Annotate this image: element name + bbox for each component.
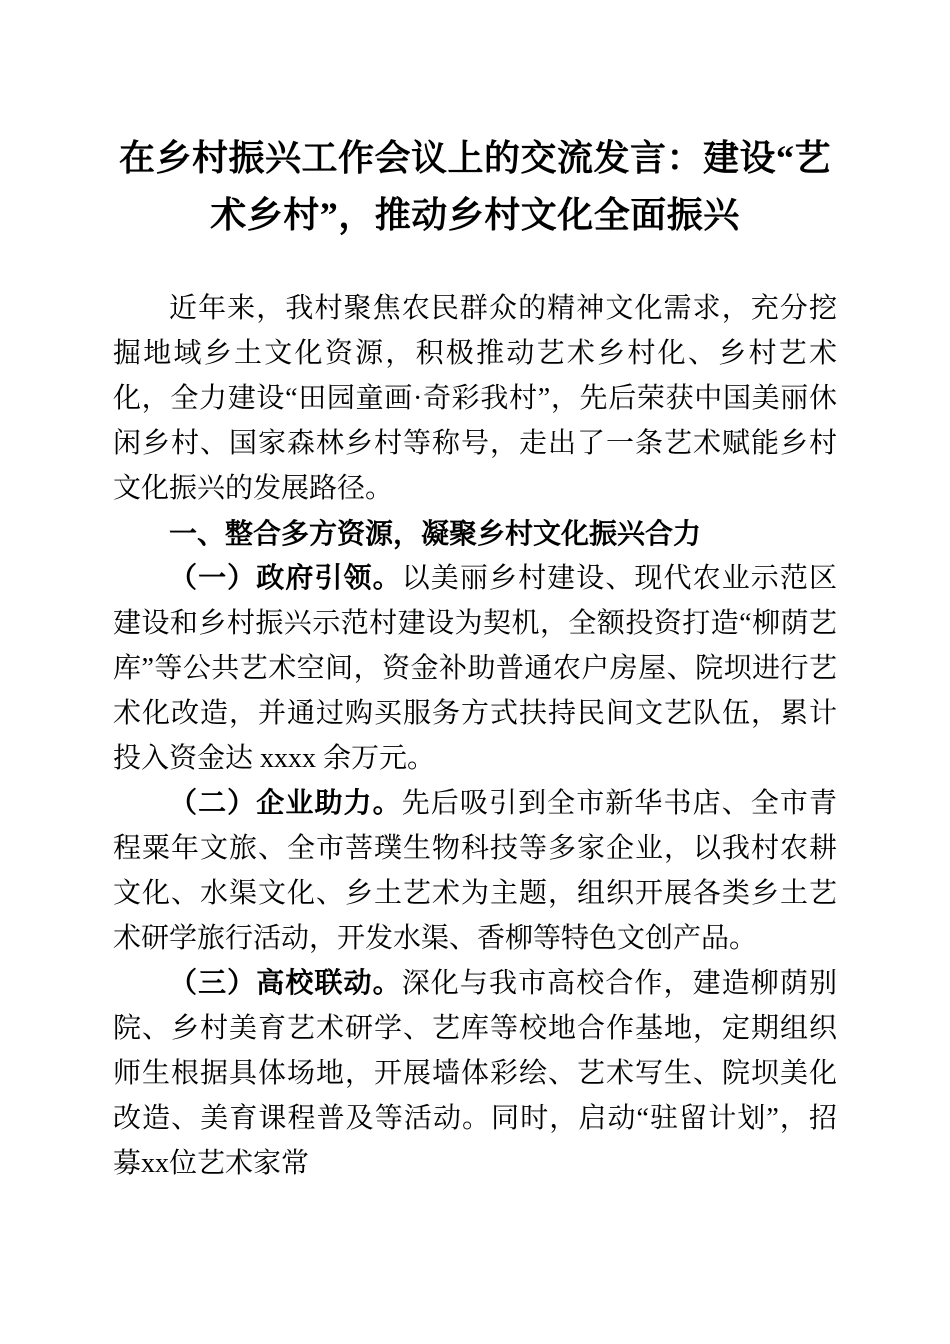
paragraph-enterprise-text: 先后吸引到全市新华书店、全市青程粟年文旅、全市菩璞生物科技等多家企业，以我村农耕文化、水渠文化、乡土艺术为主题，组织开展各类乡土艺术研学旅行活动，开发水渠、香柳等特色文创产品。 [113, 788, 837, 954]
intro-paragraph: 近年来，我村聚焦农民群众的精神文化需求，充分挖掘地域乡土文化资源，积极推动艺术乡村化、乡村艺术化，全力建设“田园童画·奇彩我村”，先后荣获中国美丽休闲乡村、国家森林乡村等称号，走出了一条艺术赋能乡村文化振兴的发展路径。 [113, 293, 837, 504]
paragraph-university-lead: （三）高校联动。 [169, 968, 402, 999]
paragraph-government-lead: （一）政府引领。 [169, 563, 402, 594]
section-heading: 一、整合多方资源，凝聚乡村文化振兴合力 [169, 518, 702, 549]
paragraph-enterprise [113, 781, 837, 961]
paragraph-government-text: 以美丽乡村建设、现代农业示范区建设和乡村振兴示范村建设为契机，全额投资打造“柳荫艺库”等公共艺术空间，资金补助普通农户房屋、院坝进行艺术化改造，并通过购买服务方式扶持民间文艺队伍，累计投入资金达 xxxx 余万元。 [113, 563, 837, 774]
document-title: 在乡村振兴工作会议上的交流发言：建设“艺术乡村”，推动乡村文化全面振兴 [118, 138, 831, 235]
paragraph-university [113, 961, 837, 1186]
paragraph-university-text: 深化与我市高校合作，建造柳荫别院、乡村美育艺术研学、艺库等校地合作基地，定期组织师生根据具体场地，开展墙体彩绘、艺术写生、院坝美化改造、美育课程普及等活动。同时，启动“驻留计划”，招募xx位艺术家常 [113, 968, 837, 1179]
paragraph-government [113, 556, 837, 781]
paragraph-enterprise-lead: （二）企业助力。 [169, 788, 402, 819]
